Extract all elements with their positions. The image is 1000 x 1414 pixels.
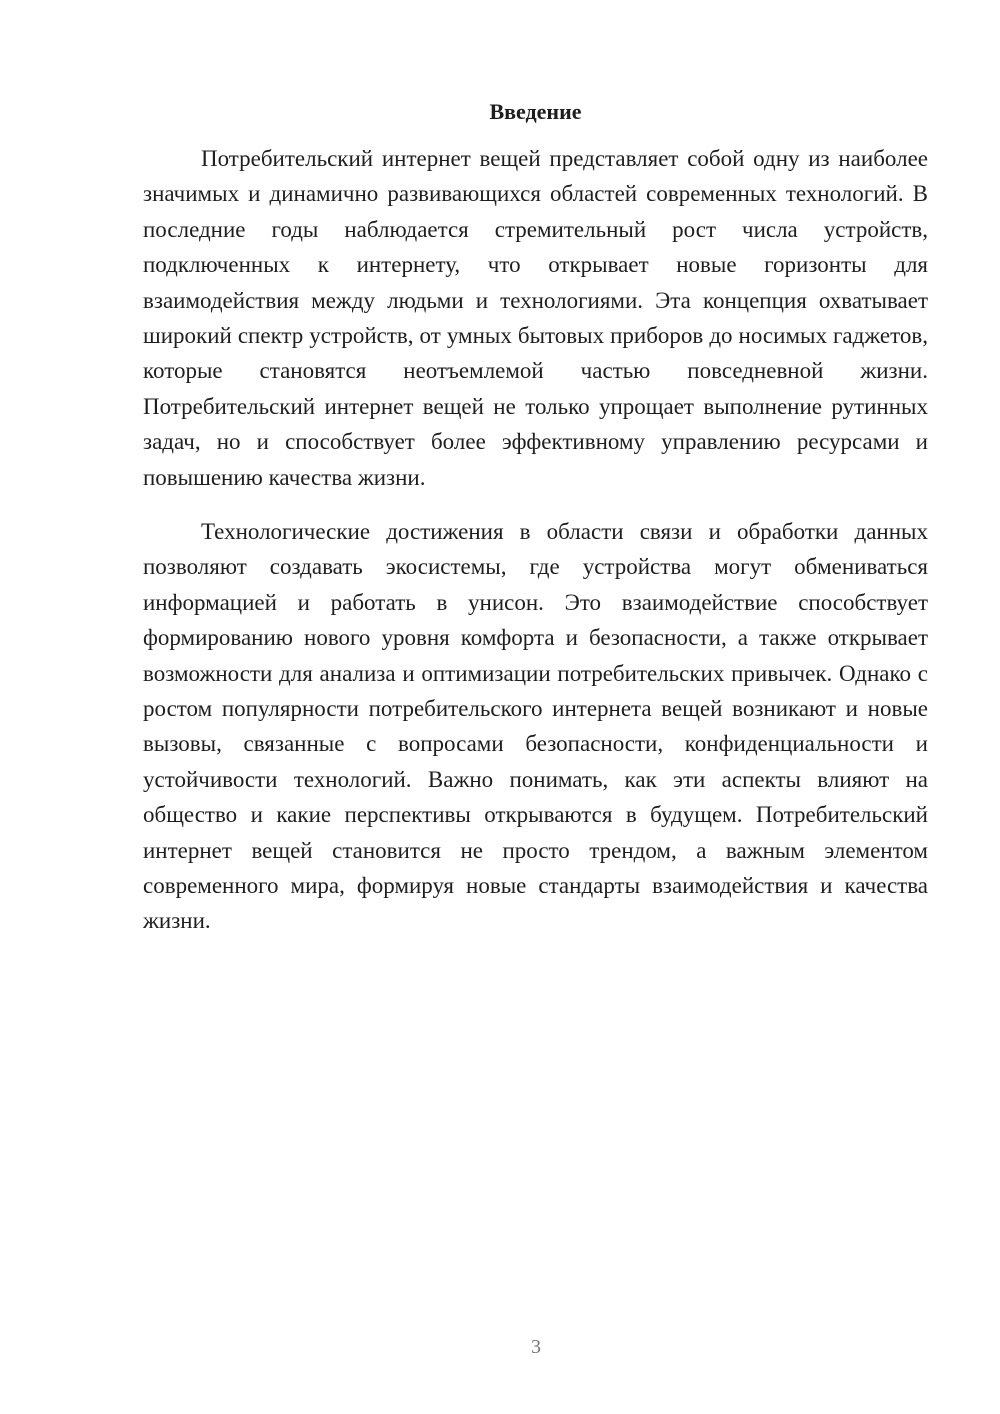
section-heading: Введение — [489, 99, 582, 124]
paragraph-1: Потребительский интернет вещей представляет собой одну из наиболее значимых и динамично развивающихся областей современных технологий. В последние годы наблюдается стремительный рост числа устройств, подключенных к интернету, что открывает новые горизонты для взаимодействия между людьми и технологиями. Эта концепция охватывает широкий спектр устройств, от умных бытовых приборов до носимых гаджетов, которые становятся неотъемлемой частью повседневной жизни. Потребительский интернет вещей не только упрощает выполнение рутинных задач, но и способствует более эффективному управлению ресурсами и повышению качества жизни. — [143, 146, 928, 490]
paragraph-2: Технологические достижения в области связи и обработки данных позволяют создавать экосистемы, где устройства могут обмениваться информацией и работать в унисон. Это взаимодействие способствует формированию нового уровня комфорта и безопасности, а также открывает возможности для анализа и оптимизации потребительских привычек. Однако с ростом популярности потребительского интернета вещей возникают и новые вызовы, связанные с вопросами безопасности, конфиденциальности и устойчивости технологий. Важно понимать, как эти аспекты влияют на общество и какие перспективы открываются в будущем. Потребительский интернет вещей становится не просто трендом, а важным элементом современного мира, формируя новые стандарты взаимодействия и качества жизни. — [143, 519, 928, 934]
page-number: 3 — [531, 1336, 541, 1358]
